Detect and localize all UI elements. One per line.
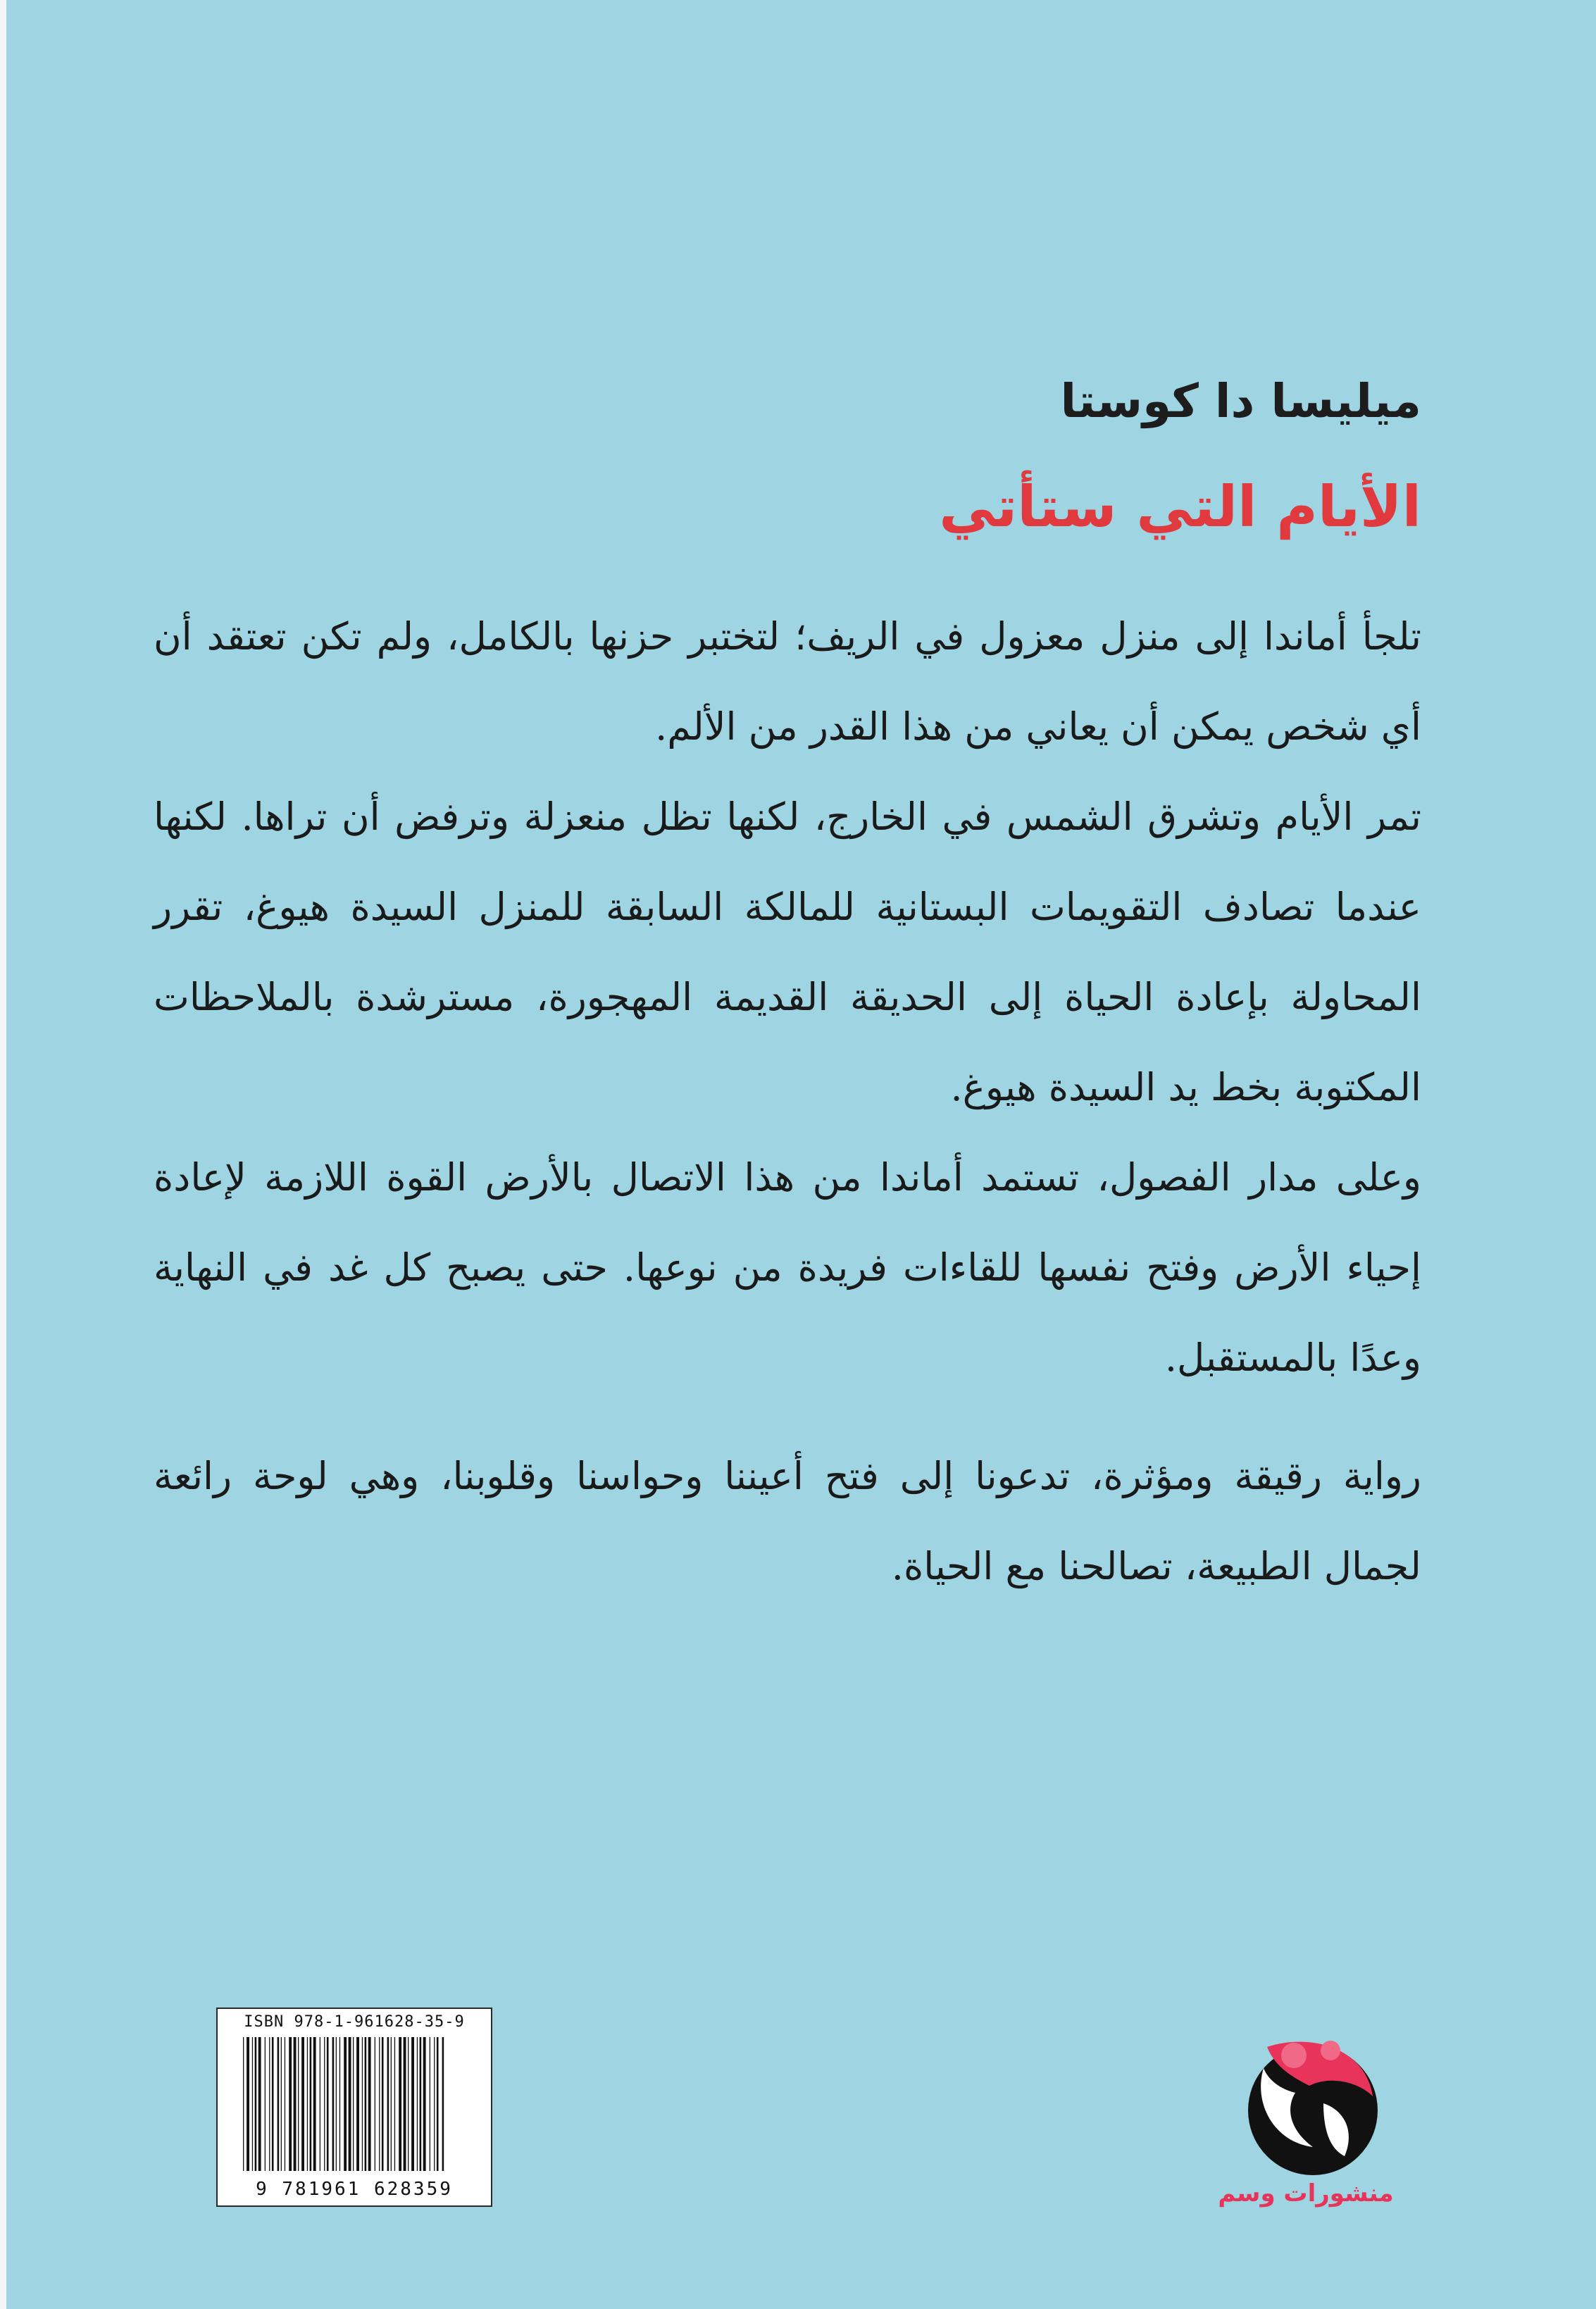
barcode-icon: [243, 2037, 475, 2171]
author-name: ميليسا دا كوستا: [1060, 374, 1421, 428]
page-edge: [0, 0, 6, 2309]
barcode-number: 9 781961 628359: [256, 2179, 453, 2200]
book-back-cover: [6, 0, 1596, 2309]
blurb: [154, 592, 1421, 1612]
publisher-logo-icon: [1225, 2019, 1387, 2181]
book-title: الأيام التي ستأتي: [939, 474, 1421, 540]
blurb-paragraph-1: تلجأ أماندا إلى منزل معزول في الريف؛ لتختبر حزنها بالكامل، ولم تكن تعتقد أن أي شخص يمكن أن يعاني من هذا القدر من الألم.: [154, 614, 1421, 749]
blurb-paragraph-3: وعلى مدار الفصول، تستمد أماندا من هذا الاتصال بالأرض القوة اللازمة لإعادة إحياء الأرض وفتح نفسها للقاءات فريدة من نوعها. حتى يصبح كل غد في النهاية وعدًا بالمستقبل.: [154, 1155, 1421, 1380]
blurb-paragraph-2: تمر الأيام وتشرق الشمس في الخارج، لكنها تظل منعزلة وترفض أن تراها. لكنها عندما تصادف التقويمات البستانية للمالكة السابقة للمنزل السيدة هيوغ، تقرر المحاولة بإعادة الحياة إلى الحديقة القديمة المهجورة، مسترشدة بالملاحظات المكتوبة بخط يد السيدة هيوغ.: [154, 795, 1421, 1109]
barcode: [216, 2008, 492, 2207]
isbn-label: ISBN 978-1-961628-35-9: [244, 2013, 465, 2031]
blurb-paragraph-4: رواية رقيقة ومؤثرة، تدعونا إلى فتح أعيننا وحواسنا وقلوبنا، وهي لوحة رائعة لجمال الطبيعة، تصالحنا مع الحياة.: [154, 1454, 1421, 1588]
publisher-name: منشورات وسم: [1218, 2179, 1394, 2208]
